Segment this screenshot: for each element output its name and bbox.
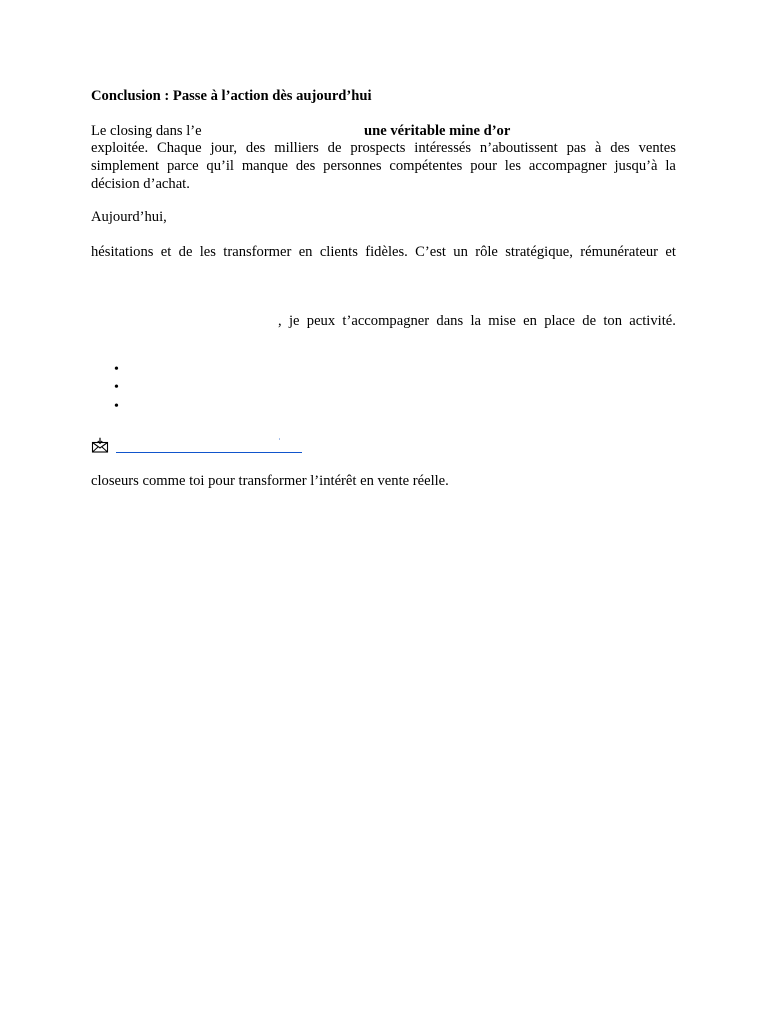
word: ,: [278, 313, 282, 329]
word: personnes: [323, 158, 382, 174]
paragraph-2-line-1: Aujourd’hui,: [91, 209, 167, 225]
word: transformer: [223, 244, 292, 260]
word: des: [245, 140, 266, 156]
bullet-item: [114, 361, 120, 367]
word: pas: [566, 140, 587, 156]
word: la: [470, 313, 481, 329]
word: accompagner: [528, 158, 607, 174]
word: Chaque: [157, 140, 202, 156]
section-title: Conclusion : Passe à l’action dès aujourd’hui: [91, 88, 372, 104]
word: les: [504, 158, 522, 174]
word: ventes: [638, 140, 676, 156]
paragraph-1-line-1-start: Le closing dans l’e: [91, 123, 202, 139]
envelope-icon: [91, 437, 109, 453]
paragraph-1-line-3: [91, 157, 676, 175]
paragraph-3-line-1: [278, 312, 676, 330]
word: de: [327, 140, 342, 156]
word: de: [582, 313, 597, 329]
word: dans: [436, 313, 464, 329]
word: t’accompagner: [342, 313, 430, 329]
word: compétentes: [389, 158, 463, 174]
word: place: [544, 313, 575, 329]
word: les: [199, 244, 216, 260]
word: parce: [166, 158, 199, 174]
paragraph-1-line-4: décision d’achat.: [91, 176, 190, 192]
paragraph-1-line-1-bold: une véritable mine d’or: [364, 123, 511, 139]
word: milliers: [274, 140, 319, 156]
word: clients: [319, 244, 358, 260]
word: stratégique,: [505, 244, 573, 260]
paragraph-1-line-2: [91, 139, 676, 157]
word: exploitée.: [91, 140, 149, 156]
word: peux: [306, 313, 336, 329]
word: jusqu’à: [614, 158, 658, 174]
word: et: [160, 244, 172, 260]
word: prospects: [350, 140, 406, 156]
bullet-item: [114, 379, 120, 385]
word: pour: [470, 158, 497, 174]
contact-link-underline: [116, 452, 302, 453]
word: rémunérateur: [580, 244, 659, 260]
bullet-item: [114, 398, 120, 404]
word: qu’il: [206, 158, 234, 174]
word: manque: [241, 158, 289, 174]
word: ton: [603, 313, 622, 329]
word: en: [523, 313, 537, 329]
word: à: [594, 140, 602, 156]
word: en: [298, 244, 313, 260]
word: fidèles.: [365, 244, 408, 260]
word: je: [288, 313, 300, 329]
word: la: [665, 158, 676, 174]
word: intéressés: [414, 140, 472, 156]
word: hésitations: [91, 244, 154, 260]
word: et: [665, 244, 676, 260]
closing-line: closeurs comme toi pour transformer l’intérêt en vente réelle.: [91, 473, 449, 489]
word: un: [453, 244, 468, 260]
link-marker-icon: ˙: [278, 437, 281, 447]
word: des: [295, 158, 316, 174]
word: jour,: [210, 140, 238, 156]
word: activité.: [629, 313, 676, 329]
word: n’aboutissent: [479, 140, 558, 156]
word: de: [178, 244, 193, 260]
word: mise: [488, 313, 516, 329]
word: simplement: [91, 158, 160, 174]
word: rôle: [475, 244, 498, 260]
paragraph-2-line-2: [91, 243, 676, 261]
word: des: [610, 140, 630, 156]
word: C’est: [415, 244, 446, 260]
